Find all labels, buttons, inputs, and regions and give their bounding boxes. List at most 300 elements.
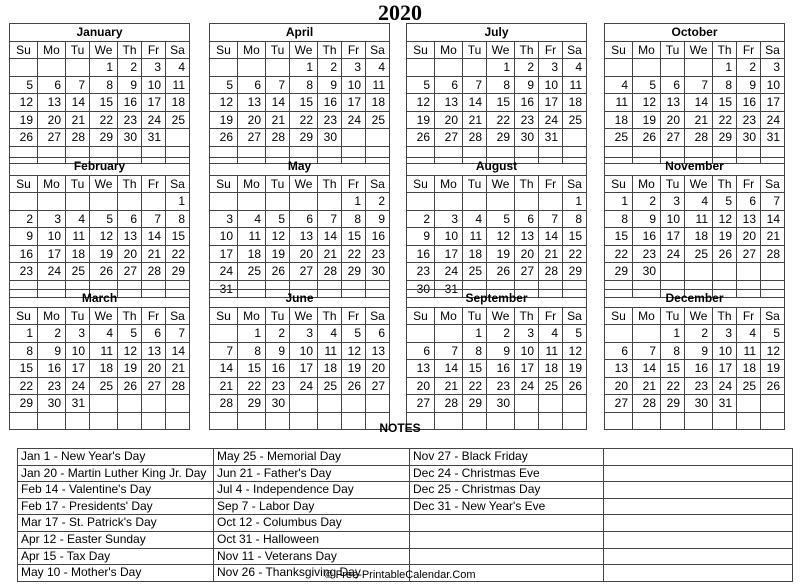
- day-cell: 26: [487, 263, 515, 281]
- day-cell: [435, 193, 463, 211]
- day-cell: 5: [342, 325, 366, 343]
- day-cell: 16: [685, 360, 713, 378]
- day-cell: 3: [142, 59, 166, 77]
- day-cell: 1: [487, 59, 515, 77]
- day-cell: 21: [266, 111, 290, 129]
- month-november: [604, 157, 785, 298]
- day-cell: 22: [166, 245, 190, 263]
- day-cell: 28: [539, 263, 563, 281]
- day-cell: 19: [407, 111, 435, 129]
- day-cell: [10, 59, 38, 77]
- day-cell: 9: [633, 210, 661, 228]
- day-cell: [713, 263, 737, 281]
- weekday-header: Su: [10, 307, 38, 325]
- day-cell: 17: [290, 360, 318, 378]
- day-cell: 26: [210, 129, 238, 147]
- day-cell: 6: [661, 76, 685, 94]
- day-cell: 14: [435, 360, 463, 378]
- day-cell: 8: [10, 342, 38, 360]
- day-cell: 6: [737, 193, 761, 211]
- day-cell: 11: [539, 342, 563, 360]
- note-cell: Dec 25 - Christmas Day: [410, 482, 604, 499]
- day-cell: 12: [761, 342, 785, 360]
- month-name: November: [605, 158, 785, 176]
- weekday-header: Tu: [66, 175, 90, 193]
- day-cell: 30: [407, 280, 435, 298]
- day-cell: 8: [290, 76, 318, 94]
- day-cell: 18: [90, 360, 118, 378]
- day-cell: 15: [90, 94, 118, 112]
- day-cell: 20: [366, 360, 390, 378]
- weekday-header: Fr: [539, 41, 563, 59]
- day-cell: [761, 263, 785, 281]
- day-cell: 5: [761, 325, 785, 343]
- day-cell: 18: [238, 245, 266, 263]
- day-cell: [118, 395, 142, 413]
- day-cell: 18: [605, 111, 633, 129]
- weekday-header: We: [487, 41, 515, 59]
- day-cell: 2: [685, 325, 713, 343]
- day-cell: 21: [463, 111, 487, 129]
- month-june: [209, 289, 390, 430]
- day-cell: 17: [66, 360, 90, 378]
- day-cell: 4: [318, 325, 342, 343]
- note-cell: [410, 515, 604, 532]
- day-cell: 23: [633, 245, 661, 263]
- day-cell: 26: [761, 377, 785, 395]
- weekday-header: Su: [210, 175, 238, 193]
- day-cell: 19: [563, 360, 587, 378]
- weekday-header: Sa: [761, 307, 785, 325]
- weekday-header: Mo: [238, 175, 266, 193]
- day-cell: 26: [10, 129, 38, 147]
- weekday-header: Su: [407, 41, 435, 59]
- weekday-header: Fr: [539, 175, 563, 193]
- day-cell: 11: [166, 76, 190, 94]
- day-cell: 17: [38, 245, 66, 263]
- note-cell: Jan 1 - New Year's Day: [18, 449, 214, 466]
- day-cell: 10: [142, 76, 166, 94]
- month-august: [406, 157, 587, 298]
- day-cell: 24: [435, 263, 463, 281]
- month-name: June: [210, 290, 390, 308]
- month-name: September: [407, 290, 587, 308]
- weekday-header: Sa: [563, 175, 587, 193]
- weekday-header: Su: [605, 307, 633, 325]
- day-cell: 13: [661, 94, 685, 112]
- day-cell: 9: [318, 76, 342, 94]
- day-cell: 30: [633, 263, 661, 281]
- day-cell: 20: [38, 111, 66, 129]
- day-cell: [90, 395, 118, 413]
- day-cell: 2: [38, 325, 66, 343]
- month-july: [406, 23, 587, 164]
- day-cell: 24: [761, 111, 785, 129]
- day-cell: 5: [266, 210, 290, 228]
- month-april: [209, 23, 390, 164]
- day-cell: 28: [66, 129, 90, 147]
- note-cell: [604, 515, 793, 532]
- day-cell: [290, 193, 318, 211]
- day-cell: 5: [118, 325, 142, 343]
- day-cell: 19: [761, 360, 785, 378]
- footer-credit: © Free-PrintableCalendar.Com: [324, 569, 476, 581]
- weekday-header: We: [290, 307, 318, 325]
- day-cell: 21: [761, 228, 785, 246]
- note-cell: [604, 531, 793, 548]
- day-cell: 11: [366, 76, 390, 94]
- note-cell: Jan 20 - Martin Luther King Jr. Day: [18, 465, 214, 482]
- day-cell: 16: [366, 228, 390, 246]
- weekday-header: We: [685, 307, 713, 325]
- note-cell: Sep 7 - Labor Day: [214, 498, 410, 515]
- day-cell: [238, 193, 266, 211]
- day-cell: 8: [605, 210, 633, 228]
- weekday-header: Fr: [142, 307, 166, 325]
- day-cell: 27: [238, 129, 266, 147]
- weekday-header: Fr: [737, 41, 761, 59]
- day-cell: 15: [290, 94, 318, 112]
- weekday-header: Mo: [633, 175, 661, 193]
- weekday-header: Su: [605, 41, 633, 59]
- day-cell: 19: [713, 228, 737, 246]
- day-cell: 26: [713, 245, 737, 263]
- day-cell: 29: [290, 129, 318, 147]
- day-cell: 20: [737, 228, 761, 246]
- day-cell: 27: [435, 129, 463, 147]
- day-cell: 30: [515, 129, 539, 147]
- weekday-header: Th: [713, 175, 737, 193]
- day-cell: 6: [142, 325, 166, 343]
- weekday-header: Su: [407, 307, 435, 325]
- weekday-header: Su: [210, 41, 238, 59]
- day-cell: 16: [487, 360, 515, 378]
- day-cell: 25: [66, 263, 90, 281]
- day-cell: 16: [10, 245, 38, 263]
- note-cell: [604, 449, 793, 466]
- day-cell: 8: [487, 76, 515, 94]
- day-cell: 13: [407, 360, 435, 378]
- day-cell: 18: [66, 245, 90, 263]
- note-cell: [410, 531, 604, 548]
- weekday-header: Mo: [38, 41, 66, 59]
- day-cell: [407, 59, 435, 77]
- day-cell: 16: [515, 94, 539, 112]
- day-cell: 24: [342, 111, 366, 129]
- note-cell: [604, 465, 793, 482]
- day-cell: 13: [435, 94, 463, 112]
- day-cell: 11: [90, 342, 118, 360]
- note-cell: May 10 - Mother's Day: [18, 565, 214, 582]
- day-cell: 7: [435, 342, 463, 360]
- day-cell: 1: [290, 59, 318, 77]
- day-cell: 20: [407, 377, 435, 395]
- day-cell: 9: [737, 76, 761, 94]
- day-cell: [463, 193, 487, 211]
- weekday-header: Tu: [66, 41, 90, 59]
- day-cell: [266, 193, 290, 211]
- day-cell: 3: [661, 193, 685, 211]
- day-cell: 1: [238, 325, 266, 343]
- weekday-header: Fr: [737, 175, 761, 193]
- day-cell: 14: [142, 228, 166, 246]
- day-cell: [761, 395, 785, 413]
- day-cell: 3: [210, 210, 238, 228]
- note-cell: Feb 14 - Valentine's Day: [18, 482, 214, 499]
- day-cell: 10: [38, 228, 66, 246]
- day-cell: 3: [38, 210, 66, 228]
- day-cell: 12: [342, 342, 366, 360]
- day-cell: [290, 395, 318, 413]
- day-cell: 1: [463, 325, 487, 343]
- day-cell: 31: [210, 280, 238, 298]
- weekday-header: Th: [515, 307, 539, 325]
- day-cell: 10: [713, 342, 737, 360]
- day-cell: [515, 193, 539, 211]
- weekday-header: Fr: [342, 307, 366, 325]
- day-cell: 6: [38, 76, 66, 94]
- day-cell: 23: [38, 377, 66, 395]
- day-cell: 19: [487, 245, 515, 263]
- day-cell: 21: [210, 377, 238, 395]
- day-cell: 20: [142, 360, 166, 378]
- note-cell: Dec 24 - Christmas Eve: [410, 465, 604, 482]
- day-cell: 25: [563, 111, 587, 129]
- day-cell: [66, 59, 90, 77]
- note-cell: Nov 26 - Thanksgiving Day: [214, 565, 410, 582]
- weekday-header: Tu: [463, 41, 487, 59]
- day-cell: 28: [210, 395, 238, 413]
- day-cell: 22: [563, 245, 587, 263]
- day-cell: 8: [90, 76, 118, 94]
- weekday-header: We: [685, 175, 713, 193]
- weekday-header: Th: [118, 41, 142, 59]
- note-cell: [604, 482, 793, 499]
- weekday-header: Mo: [435, 307, 463, 325]
- day-cell: 27: [605, 395, 633, 413]
- day-cell: 15: [487, 94, 515, 112]
- weekday-header: Sa: [166, 175, 190, 193]
- weekday-header: Fr: [539, 307, 563, 325]
- day-cell: 12: [266, 228, 290, 246]
- weekday-header: Mo: [238, 41, 266, 59]
- day-cell: 11: [685, 210, 713, 228]
- weekday-header: Sa: [366, 41, 390, 59]
- day-cell: 5: [90, 210, 118, 228]
- day-cell: 29: [90, 129, 118, 147]
- day-cell: 19: [90, 245, 118, 263]
- weekday-header: We: [487, 175, 515, 193]
- day-cell: 25: [463, 263, 487, 281]
- day-cell: 31: [713, 395, 737, 413]
- day-cell: 14: [266, 94, 290, 112]
- weekday-header: We: [487, 307, 515, 325]
- day-cell: 21: [66, 111, 90, 129]
- weekday-header: Sa: [563, 307, 587, 325]
- day-cell: 6: [605, 342, 633, 360]
- weekday-header: Su: [407, 175, 435, 193]
- day-cell: 27: [290, 263, 318, 281]
- day-cell: 14: [66, 94, 90, 112]
- day-cell: 30: [38, 395, 66, 413]
- note-cell: Oct 31 - Halloween: [214, 531, 410, 548]
- weekday-header: Mo: [38, 307, 66, 325]
- day-cell: 25: [238, 263, 266, 281]
- day-cell: 7: [166, 325, 190, 343]
- note-cell: Oct 12 - Columbus Day: [214, 515, 410, 532]
- day-cell: [266, 59, 290, 77]
- day-cell: 15: [463, 360, 487, 378]
- day-cell: 5: [10, 76, 38, 94]
- day-cell: 28: [142, 263, 166, 281]
- month-name: April: [210, 24, 390, 42]
- day-cell: 22: [605, 245, 633, 263]
- day-cell: 18: [166, 94, 190, 112]
- day-cell: [166, 395, 190, 413]
- day-cell: 7: [210, 342, 238, 360]
- day-cell: 2: [266, 325, 290, 343]
- month-name: February: [10, 158, 190, 176]
- day-cell: 10: [539, 76, 563, 94]
- note-cell: [604, 498, 793, 515]
- day-cell: 7: [539, 210, 563, 228]
- month-may: [209, 157, 390, 298]
- day-cell: [366, 395, 390, 413]
- day-cell: 27: [366, 377, 390, 395]
- day-cell: 4: [737, 325, 761, 343]
- weekday-header: We: [290, 41, 318, 59]
- weekday-header: Sa: [761, 41, 785, 59]
- day-cell: 9: [38, 342, 66, 360]
- day-cell: 5: [407, 76, 435, 94]
- day-cell: 19: [210, 111, 238, 129]
- day-cell: 5: [563, 325, 587, 343]
- note-cell: [604, 548, 793, 565]
- day-cell: 20: [118, 245, 142, 263]
- day-cell: 12: [487, 228, 515, 246]
- day-cell: 3: [435, 210, 463, 228]
- day-cell: 22: [713, 111, 737, 129]
- day-cell: 19: [266, 245, 290, 263]
- day-cell: 6: [435, 76, 463, 94]
- weekday-header: Sa: [166, 307, 190, 325]
- day-cell: 12: [713, 210, 737, 228]
- day-cell: 7: [266, 76, 290, 94]
- day-cell: 10: [210, 228, 238, 246]
- day-cell: [539, 193, 563, 211]
- day-cell: 2: [515, 59, 539, 77]
- day-cell: 31: [761, 129, 785, 147]
- day-cell: 22: [90, 111, 118, 129]
- day-cell: 6: [118, 210, 142, 228]
- day-cell: 17: [539, 94, 563, 112]
- day-cell: 26: [563, 377, 587, 395]
- day-cell: 30: [318, 129, 342, 147]
- day-cell: 16: [737, 94, 761, 112]
- day-cell: 15: [10, 360, 38, 378]
- weekday-header: Sa: [166, 41, 190, 59]
- month-name: May: [210, 158, 390, 176]
- day-cell: 16: [633, 228, 661, 246]
- day-cell: 23: [737, 111, 761, 129]
- day-cell: 8: [713, 76, 737, 94]
- day-cell: 30: [366, 263, 390, 281]
- day-cell: [515, 395, 539, 413]
- day-cell: 4: [166, 59, 190, 77]
- weekday-header: We: [290, 175, 318, 193]
- day-cell: [737, 395, 761, 413]
- day-cell: 17: [142, 94, 166, 112]
- day-cell: 3: [761, 59, 785, 77]
- month-name: December: [605, 290, 785, 308]
- day-cell: 1: [563, 193, 587, 211]
- day-cell: [407, 325, 435, 343]
- day-cell: 7: [66, 76, 90, 94]
- day-cell: 18: [737, 360, 761, 378]
- day-cell: 24: [142, 111, 166, 129]
- day-cell: 24: [661, 245, 685, 263]
- month-february: [9, 157, 190, 298]
- day-cell: 22: [10, 377, 38, 395]
- day-cell: 16: [118, 94, 142, 112]
- weekday-header: Su: [605, 175, 633, 193]
- day-cell: 23: [318, 111, 342, 129]
- day-cell: 11: [737, 342, 761, 360]
- day-cell: 10: [435, 228, 463, 246]
- day-cell: 15: [605, 228, 633, 246]
- day-cell: 18: [366, 94, 390, 112]
- day-cell: 8: [238, 342, 266, 360]
- day-cell: 1: [90, 59, 118, 77]
- day-cell: 12: [10, 94, 38, 112]
- day-cell: 16: [407, 245, 435, 263]
- day-cell: 23: [266, 377, 290, 395]
- weekday-header: Su: [10, 41, 38, 59]
- day-cell: 13: [238, 94, 266, 112]
- month-december: [604, 289, 785, 430]
- day-cell: 31: [142, 129, 166, 147]
- day-cell: [435, 59, 463, 77]
- day-cell: 8: [463, 342, 487, 360]
- day-cell: [563, 395, 587, 413]
- day-cell: 20: [290, 245, 318, 263]
- day-cell: 9: [118, 76, 142, 94]
- day-cell: 18: [318, 360, 342, 378]
- weekday-header: Fr: [737, 307, 761, 325]
- note-cell: Dec 31 - New Year's Eve: [410, 498, 604, 515]
- day-cell: 6: [238, 76, 266, 94]
- day-cell: [737, 263, 761, 281]
- day-cell: [661, 263, 685, 281]
- day-cell: 6: [407, 342, 435, 360]
- day-cell: 2: [407, 210, 435, 228]
- day-cell: 11: [605, 94, 633, 112]
- day-cell: 20: [605, 377, 633, 395]
- day-cell: 24: [515, 377, 539, 395]
- day-cell: 30: [118, 129, 142, 147]
- weekday-header: Sa: [563, 41, 587, 59]
- day-cell: 31: [539, 129, 563, 147]
- day-cell: 15: [563, 228, 587, 246]
- weekday-header: Th: [318, 175, 342, 193]
- day-cell: 16: [38, 360, 66, 378]
- day-cell: [407, 193, 435, 211]
- day-cell: 2: [487, 325, 515, 343]
- day-cell: 11: [563, 76, 587, 94]
- day-cell: 17: [661, 228, 685, 246]
- day-cell: 15: [713, 94, 737, 112]
- day-cell: 2: [318, 59, 342, 77]
